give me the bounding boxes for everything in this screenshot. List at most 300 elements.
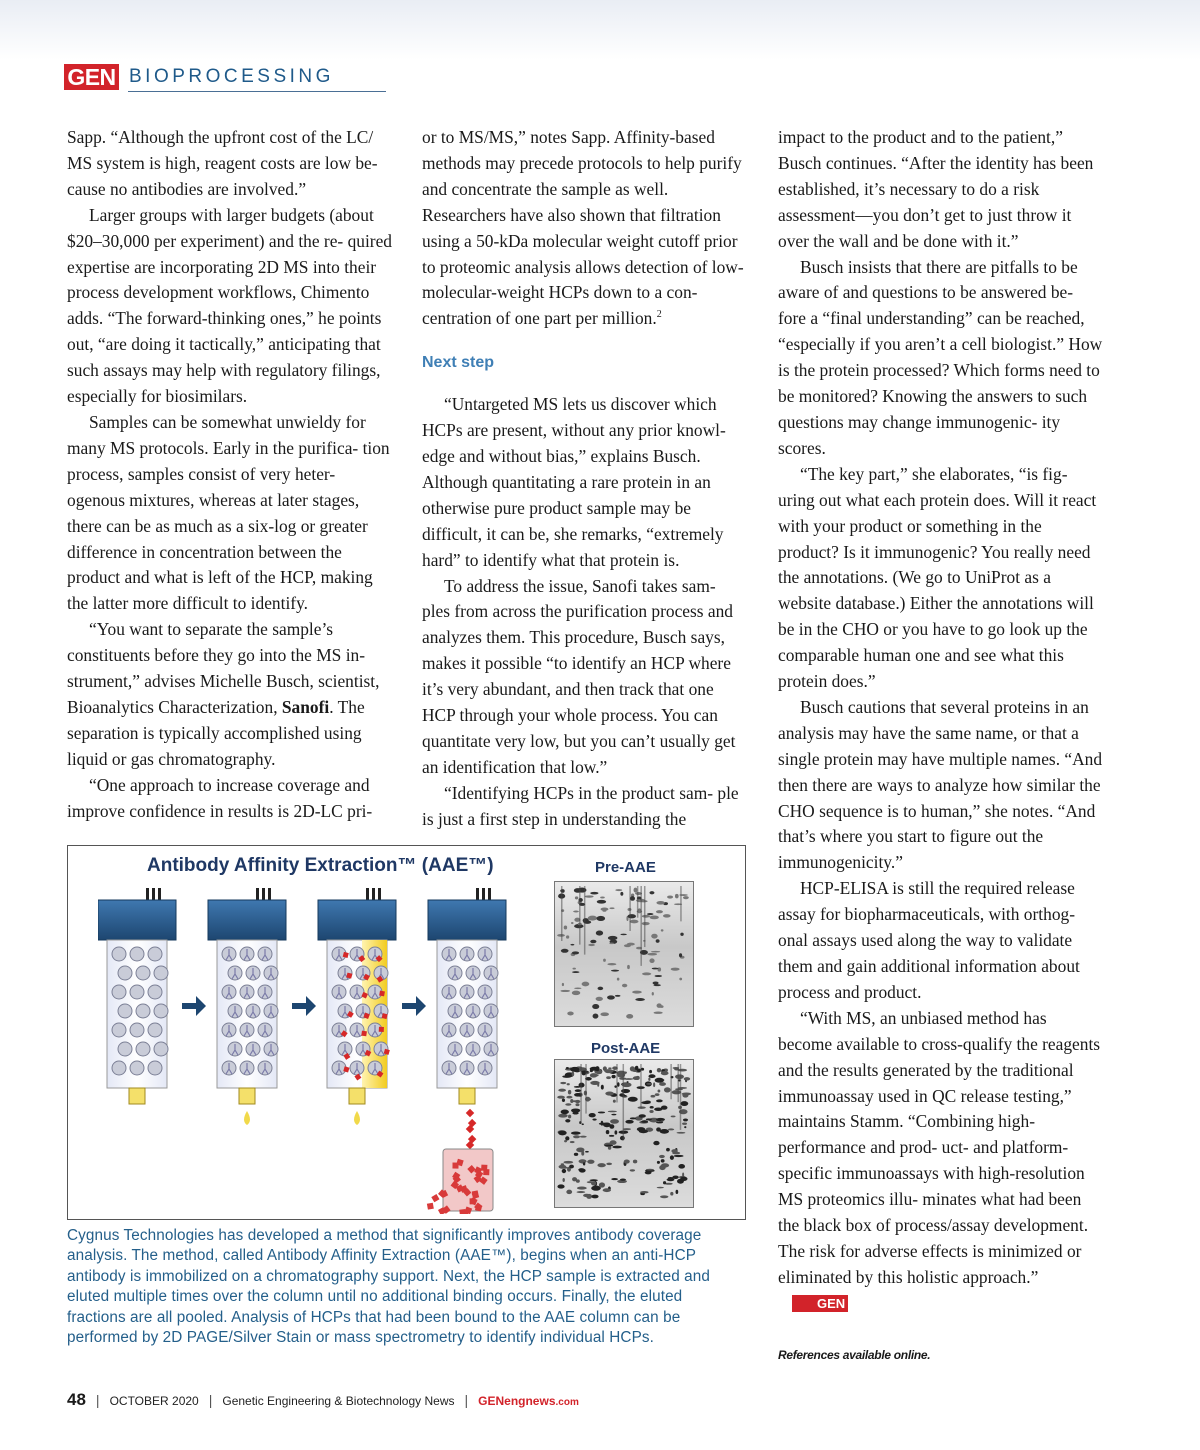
column-cap xyxy=(428,900,506,940)
gel-spot xyxy=(597,1163,605,1167)
gel-spot xyxy=(646,1169,654,1171)
page-footer xyxy=(67,1390,579,1414)
gel-spot xyxy=(651,951,660,953)
gel-spot xyxy=(590,1179,598,1181)
gel-streak xyxy=(640,1064,642,1109)
gel-spot xyxy=(574,1086,581,1088)
gel-spot xyxy=(609,907,614,909)
gel-spot xyxy=(588,916,597,921)
gel-spot xyxy=(661,1163,669,1167)
gel-spot xyxy=(656,1127,661,1131)
gel-spot xyxy=(558,1089,566,1092)
gel-spot xyxy=(611,1075,615,1078)
gel-spot xyxy=(562,1075,571,1078)
gel-spot xyxy=(648,1078,650,1081)
references-note: References available online. xyxy=(778,1348,931,1362)
gel-spot xyxy=(610,1140,617,1145)
gel-spot xyxy=(664,1087,671,1092)
gel-spot xyxy=(634,888,638,893)
gel-spot xyxy=(633,1076,640,1080)
gel-spot xyxy=(657,1161,660,1164)
gel-spot xyxy=(648,1074,655,1078)
column-pin xyxy=(256,888,259,900)
gel-spot xyxy=(562,1169,566,1173)
gel-spot xyxy=(682,1092,692,1095)
gel-spot xyxy=(620,934,626,936)
gel-spot xyxy=(641,1120,648,1122)
gel-spot xyxy=(653,984,661,986)
gel-spot xyxy=(615,889,622,891)
gel-spot xyxy=(604,1069,613,1073)
reference-superscript: 2 xyxy=(656,309,662,321)
gel-spot xyxy=(656,1118,665,1121)
footer-separator: | xyxy=(208,1392,213,1408)
eluate-drop xyxy=(244,1111,250,1125)
gel-spot xyxy=(570,944,574,946)
gel-spot xyxy=(587,1160,594,1164)
gel-spot xyxy=(577,1187,587,1190)
resin-bead xyxy=(118,1004,132,1018)
gel-spot xyxy=(650,916,659,920)
gel-spot xyxy=(661,1159,665,1162)
gel-spot xyxy=(624,1078,633,1080)
column-outlet xyxy=(459,1088,475,1104)
gel-spot xyxy=(590,892,598,895)
paragraph: “Untargeted MS lets us discover which HCPs are present, without any prior knowl- edge and without bias,” explains Busch. Although quantitating a rare protein in an otherwise pure product sample may be difficult, it can be, she remarks, “extremely hard” to identify what that protein is. xyxy=(422,394,726,570)
pre-aae-label: Pre-AAE xyxy=(595,859,656,876)
column-cap xyxy=(208,900,286,940)
subheading-next-step: Next step xyxy=(422,354,495,372)
resin-bead xyxy=(130,1061,144,1075)
gel-spot xyxy=(625,1120,633,1124)
gel-spot xyxy=(672,1176,678,1179)
process-arrow xyxy=(292,996,316,1016)
footer-separator: | xyxy=(464,1392,469,1408)
gel-spot xyxy=(589,1113,596,1117)
gel-spot xyxy=(611,1114,616,1116)
gel-spot xyxy=(566,1096,572,1099)
column-pin xyxy=(482,888,485,900)
gel-spot xyxy=(645,1100,651,1103)
paragraph: Samples can be somewhat unwieldy for many MS protocols. Early in the purifica- tion process, samples consist of very heter- ogenous mixtures, whereas at later stages, there can be as much as a six-log or greater difference in concentration between the product and what is left of the HCP, making the latter more difficult to identify. xyxy=(67,411,390,614)
gel-spot xyxy=(657,1187,664,1189)
gel-spot xyxy=(649,891,654,894)
gel-spot xyxy=(557,1184,564,1188)
gel-spot xyxy=(683,896,689,899)
gel-spot xyxy=(570,1099,573,1103)
gel-spot xyxy=(684,1077,690,1080)
resin-bead xyxy=(148,985,162,999)
gel-spot xyxy=(606,1163,612,1165)
paragraph xyxy=(422,125,748,332)
gel-spot xyxy=(622,984,627,988)
resin-bead xyxy=(154,966,168,980)
gel-spot xyxy=(578,1168,584,1171)
gel-spot xyxy=(612,1146,622,1149)
gel-spot xyxy=(675,894,679,898)
gel-spot xyxy=(655,1078,664,1083)
column-pin xyxy=(366,888,369,900)
pooled-hcp xyxy=(427,1203,434,1210)
gel-spot xyxy=(671,968,680,971)
gel-spot xyxy=(570,1141,575,1143)
gel-spot xyxy=(577,1191,586,1193)
paragraph xyxy=(778,1006,1104,1317)
gel-spot xyxy=(583,1194,590,1197)
gel-spot xyxy=(678,1069,687,1072)
gel-spot xyxy=(590,1069,593,1072)
gel-spot xyxy=(657,967,661,971)
gel-spot xyxy=(659,1082,666,1086)
gel-spot xyxy=(596,997,603,1001)
gel-spot xyxy=(628,914,636,918)
figure-aae xyxy=(67,845,746,1220)
gel-spot xyxy=(670,1192,673,1196)
gen-logo: GEN xyxy=(64,64,119,90)
gel-spot xyxy=(668,1128,674,1130)
gel-spot xyxy=(602,910,606,912)
gel-spot xyxy=(620,1136,625,1140)
gel-spot xyxy=(656,939,660,943)
gel-spot xyxy=(583,918,589,923)
gel-spot xyxy=(679,978,682,981)
article-column-1 xyxy=(67,125,393,824)
gel-spot xyxy=(671,1149,677,1153)
resin-bead xyxy=(130,1023,144,1037)
column-pin xyxy=(378,888,381,900)
gel-spot xyxy=(646,1083,652,1085)
gel-spot xyxy=(675,1074,684,1079)
gel-spot xyxy=(676,1190,679,1194)
gel-spot xyxy=(567,1012,573,1016)
gel-spot xyxy=(640,1191,649,1193)
gel-spot xyxy=(661,1071,669,1075)
gel-spot xyxy=(564,926,567,930)
gel-spot xyxy=(659,1155,665,1158)
resin-bead xyxy=(154,1042,168,1056)
gel-spot xyxy=(630,1169,635,1171)
gel-spot xyxy=(655,1093,660,1096)
website-link[interactable] xyxy=(478,1394,579,1408)
column-cap xyxy=(98,900,176,940)
gel-spot xyxy=(608,936,618,940)
header-rule xyxy=(128,91,386,92)
article-column-2 xyxy=(422,125,748,833)
gel-spot xyxy=(683,1118,688,1121)
gel-spot xyxy=(574,1153,578,1156)
gel-spot xyxy=(663,1181,666,1184)
gel-spot xyxy=(593,1014,599,1019)
gel-spot xyxy=(566,935,569,938)
resin-bead xyxy=(136,966,150,980)
resin-bead xyxy=(130,947,144,961)
gel-streak xyxy=(561,886,563,941)
resin-bead xyxy=(118,966,132,980)
post-aae-gel-image xyxy=(554,1059,694,1208)
gel-spot xyxy=(604,1145,613,1147)
gel-spot xyxy=(600,897,605,899)
gel-spot xyxy=(563,1161,573,1164)
process-arrow xyxy=(402,996,426,1016)
gel-spot xyxy=(609,942,614,944)
gel-spot xyxy=(630,1117,636,1119)
gel-spot xyxy=(601,1085,604,1090)
gel-spot xyxy=(620,1178,626,1180)
gel-spot xyxy=(617,978,620,981)
gel-spot xyxy=(660,1129,669,1134)
paragraph: To address the issue, Sanofi takes sam- ples from across the purification process and analyzes them. This procedure, Busch says, makes it possible “to identify an HCP where it’s very abundant, and then track that one HCP through your whole process. You can quantitate very low, but you can’t usually get an identification that low.” xyxy=(422,575,736,777)
gel-spot xyxy=(653,1141,659,1145)
gel-spot xyxy=(568,1090,571,1095)
gel-spot xyxy=(575,1100,581,1103)
gel-spot xyxy=(572,971,579,973)
issue-date: OCTOBER 2020 xyxy=(109,1394,199,1408)
gel-spot xyxy=(567,1083,570,1085)
gel-spot xyxy=(575,1103,579,1106)
gel-spot xyxy=(630,920,639,924)
gel-spot xyxy=(608,1111,617,1113)
paragraph: Busch cautions that several proteins in an analysis may have the same name, or that a single protein may have multiple names. “And then there are ways to analyze how similar the CHO sequence is to human,” she notes. “And that’s where you start to figure out the immunogenicity.” xyxy=(778,696,1103,873)
gel-spot xyxy=(666,1148,670,1152)
gel-spot xyxy=(603,1188,611,1192)
column-outlet xyxy=(349,1088,365,1104)
gel-spot xyxy=(574,888,582,893)
gel-spots xyxy=(555,1060,693,1207)
gel-spot xyxy=(595,1066,599,1071)
resin-bead xyxy=(112,947,126,961)
paragraph: Sapp. “Although the upfront cost of the LC/ MS system is high, reagent costs are low be- cause no antibodies are involved.” xyxy=(67,127,378,199)
pre-aae-gel-image xyxy=(554,881,694,1027)
column-pin xyxy=(476,888,479,900)
gel-spot xyxy=(561,1110,569,1115)
website-tld: .com xyxy=(555,1397,579,1408)
gel-spot xyxy=(600,1012,609,1016)
gel-spot xyxy=(677,1132,686,1134)
gel-spot xyxy=(680,1177,687,1181)
gel-spot xyxy=(614,1130,617,1134)
resin-bead xyxy=(118,1042,132,1056)
gel-spot xyxy=(657,1068,661,1072)
hcp-particle xyxy=(379,991,385,997)
paragraph: “Identifying HCPs in the product sam- ple is just a first step in understanding the xyxy=(422,782,739,829)
resin-bead xyxy=(148,947,162,961)
column-outlet xyxy=(129,1088,145,1104)
gel-spot xyxy=(561,1163,565,1165)
gel-spot xyxy=(610,1119,619,1124)
gel-spot xyxy=(558,1114,567,1118)
page-top-shade xyxy=(0,0,1200,60)
gel-spot xyxy=(575,896,578,899)
gel-spot xyxy=(647,953,657,956)
resin-bead xyxy=(136,1042,150,1056)
hcp-particle xyxy=(379,1027,384,1032)
resin-bead xyxy=(112,1061,126,1075)
gel-spot xyxy=(582,982,590,987)
gel-spot xyxy=(599,1123,609,1125)
gel-spot xyxy=(630,1066,635,1071)
gel-spot xyxy=(671,1115,676,1117)
gel-streak xyxy=(579,886,581,945)
gel-streak xyxy=(677,1064,679,1102)
gel-spot xyxy=(663,914,671,918)
gel-spot xyxy=(591,1195,598,1199)
pooled-hcp xyxy=(459,1209,466,1214)
gel-spot xyxy=(611,970,619,972)
paragraph-text: . The separation is typically accomplished using liquid or gas chromatography. xyxy=(67,696,365,769)
gel-spot xyxy=(583,1162,585,1165)
gel-spot xyxy=(624,1160,630,1164)
gel-spot xyxy=(680,933,683,936)
column-diagram xyxy=(98,884,558,1214)
gel-spot xyxy=(613,1100,616,1103)
gel-streak xyxy=(640,886,642,966)
gel-spot xyxy=(621,1089,630,1093)
gel-spot xyxy=(656,901,664,905)
column-pin xyxy=(372,888,375,900)
resin-bead xyxy=(154,1004,168,1018)
gel-spot xyxy=(596,916,605,921)
gel-spot xyxy=(566,1067,569,1069)
gel-spot xyxy=(571,922,574,924)
gel-spot xyxy=(607,995,615,999)
gel-spot xyxy=(590,1081,599,1085)
column-pin xyxy=(488,888,491,900)
gel-spot xyxy=(682,1123,687,1125)
gel-spot xyxy=(649,958,654,963)
gel-spot xyxy=(645,1171,652,1174)
gel-spot xyxy=(606,1076,611,1079)
website-main: GENengnews xyxy=(478,1394,556,1408)
gel-spot xyxy=(563,1178,565,1182)
gel-spot xyxy=(582,1123,584,1125)
pooled-hcp xyxy=(431,1194,439,1202)
paragraph: Busch insists that there are pitfalls to be aware of and questions to be answered be- fore a “final understanding” can be reached, “especially if you aren’t a cell biologist.” How is the protein processed? Which forms need to be monitored? Knowing the answers to such questions may change immunogenic- ity scores. xyxy=(778,256,1103,458)
gel-spot xyxy=(557,1096,565,1099)
gel-spot xyxy=(639,1114,646,1118)
gel-spot xyxy=(657,1003,662,1008)
gel-streak xyxy=(629,886,631,931)
gel-spot xyxy=(592,1004,599,1009)
gel-spot xyxy=(590,940,596,944)
gel-spot xyxy=(667,1178,675,1181)
gel-spot xyxy=(653,981,659,984)
gel-spot xyxy=(570,1067,579,1072)
resin-bead xyxy=(112,1023,126,1037)
gel-spot xyxy=(585,1151,589,1153)
gel-spot xyxy=(674,1155,684,1157)
gel-spot xyxy=(572,951,579,954)
column-cap xyxy=(318,900,396,940)
gel-spot xyxy=(609,1135,614,1137)
gel-spot xyxy=(635,998,645,1001)
gel-streak xyxy=(644,886,646,947)
gel-streak xyxy=(637,886,639,918)
gel-spot xyxy=(558,1130,567,1135)
gel-spot xyxy=(572,1177,577,1181)
gel-spot xyxy=(565,1119,570,1122)
gel-spot xyxy=(592,1118,596,1120)
gel-streak xyxy=(680,886,682,921)
gel-spot xyxy=(607,963,616,965)
gel-spot xyxy=(573,1135,580,1138)
gel-spot xyxy=(647,913,654,915)
gel-spot xyxy=(670,1155,674,1160)
gel-spot xyxy=(568,1115,571,1119)
gel-spot xyxy=(571,1132,581,1135)
gel-spot xyxy=(658,1089,661,1092)
column-outlet xyxy=(239,1088,255,1104)
gel-spot xyxy=(572,968,575,970)
resin-bead xyxy=(148,1023,162,1037)
gel-spot xyxy=(661,1105,668,1109)
pooled-hcp xyxy=(472,1190,479,1197)
article-column-3 xyxy=(778,125,1104,1317)
resin-bead xyxy=(136,1004,150,1018)
gel-spot xyxy=(628,1097,638,1102)
gel-spot xyxy=(620,892,623,896)
gel-streak xyxy=(680,1064,682,1130)
gel-spot xyxy=(597,900,606,904)
paragraph-text: “With MS, an unbiased method has become available to cross-qualify the reagents and the results generated by the traditional immunoassay used in QC release testing,” maintains Stamm. “Combining high-performance and prod- uct- and platform-specific immunoassays with high-resolution MS proteomics illu- minates what had been the black box of process/assay development. The risk for adverse effects is minimized or eliminated by this holistic approach.” xyxy=(778,1007,1101,1287)
gel-spot xyxy=(565,1136,569,1140)
paragraph-text: “You want to separate the sample’s constituents before they go into the MS in- strument,” advises Michelle Busch, scientist, Bioanalytics Characterization, xyxy=(67,619,380,717)
gel-spot xyxy=(561,949,569,953)
gel-spot xyxy=(654,1012,663,1014)
paragraph: “One approach to increase coverage and improve confidence in results is 2D-LC pri- xyxy=(67,774,373,821)
footer-separator: | xyxy=(95,1392,100,1408)
gel-spot xyxy=(598,1111,605,1113)
end-mark-gen-logo: GEN xyxy=(792,1295,848,1312)
gel-spot xyxy=(601,1121,604,1126)
gel-spot xyxy=(562,983,564,986)
gel-spot xyxy=(637,1127,645,1131)
resin-bead xyxy=(148,1061,162,1075)
gel-spot xyxy=(596,931,603,936)
gel-spots xyxy=(555,882,693,1026)
pooled-hcp xyxy=(481,1165,487,1171)
paragraph: “The key part,” she elaborates, “is fig- uring out what each protein does. Will it react with your product or something in the product? Is it immunogenic? You really need the annotations. (We go to UniProt as a website database.) Either the annotations will be in the CHO or you have to go look up the comparable human one and see what this protein does.” xyxy=(778,463,1097,692)
gel-spot xyxy=(590,1073,598,1078)
gel-spot xyxy=(679,953,682,957)
paragraph: Larger groups with larger budgets (about $20–30,000 per experiment) and the re- quired expertise are incorporating 2D MS into their process development workflows, Chimento adds. “The forward-thinking ones,” he points out, “are doing it tactically,” anticipating that such assays may help with regulatory filings, especially for biosimilars. xyxy=(67,204,392,407)
paragraph xyxy=(67,617,393,772)
gel-spot xyxy=(627,1081,629,1083)
paragraph: impact to the product and to the patient,” Busch continues. “After the identity has been established, it’s necessary to do a risk assessment—you don’t get to just throw it over the wall and be done with it.” xyxy=(778,127,1094,251)
publication-name: Genetic Engineering & Biotechnology News xyxy=(222,1394,455,1408)
gel-spot xyxy=(573,911,579,913)
paragraph-text: or to MS/MS,” notes Sapp. Affinity-based methods may precede protocols to help purify and concentrate the sample as well. Researchers have also shown that filtration using a 50-kDa molecular weight cutoff prior to proteomic analysis allows detection of low-molecular-weight HCPs down to a con- centration of one part per million. xyxy=(422,127,744,329)
gel-spot xyxy=(581,1151,584,1156)
gel-spot xyxy=(599,1182,605,1187)
section-title: BIOPROCESSING xyxy=(129,66,334,87)
figure-title: Antibody Affinity Extraction™ (AAE™) xyxy=(147,855,494,876)
column-pin xyxy=(268,888,271,900)
gel-spot xyxy=(572,991,580,995)
gel-spot xyxy=(626,1014,633,1019)
resin-bead xyxy=(112,985,126,999)
gel-streak xyxy=(670,1064,672,1099)
column-pin xyxy=(158,888,161,900)
gel-spot xyxy=(680,1101,688,1106)
gel-spot xyxy=(649,1070,652,1073)
gel-spot xyxy=(569,1165,574,1169)
gel-spot xyxy=(684,1126,686,1128)
process-arrow xyxy=(182,996,206,1016)
gel-spot xyxy=(587,1181,594,1183)
gel-streak xyxy=(623,1064,625,1141)
gel-spot xyxy=(652,992,654,996)
gel-spot xyxy=(632,991,642,994)
